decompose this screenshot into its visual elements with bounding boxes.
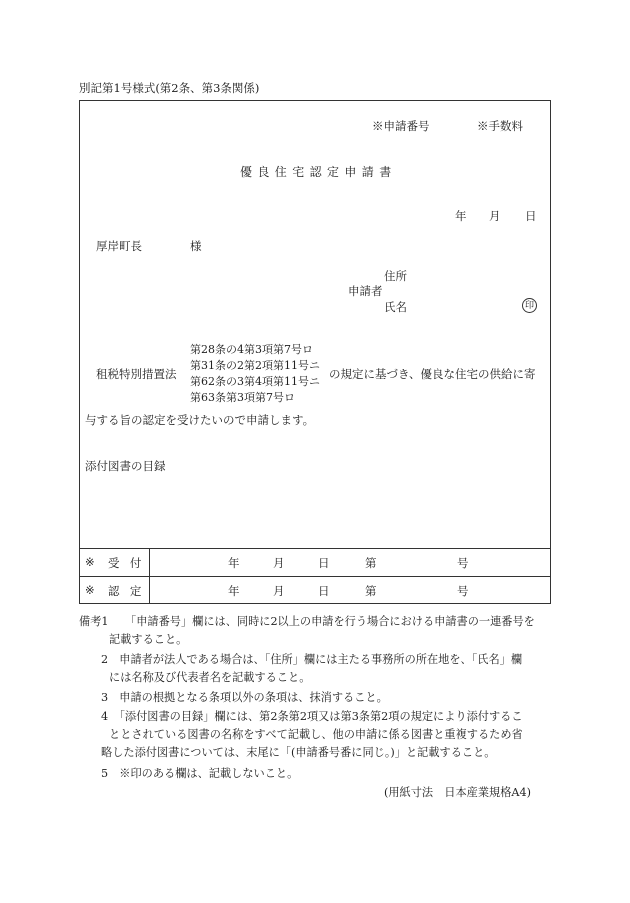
notes-heading: 備考1 [79, 615, 109, 628]
form-title: 優良住宅認定申請書 [240, 165, 397, 179]
addressee-name: 厚岸町長 [96, 239, 142, 253]
approval-day: 日 [318, 584, 330, 598]
note-line: 2 申請者が法人である場合は、「住所」欄には主たる事務所の所在地を、「氏名」欄 [101, 653, 523, 666]
seal-icon: 印 [522, 298, 537, 313]
note-line: ととされている図書の名称をすべて記載し、他の申請に係る図書と重複するため省 [109, 728, 523, 741]
note-line: 4 「添付図書の目録」欄には、第2条第2項又は第3条第2項の規定により添付するこ [101, 710, 523, 723]
receipt-month: 月 [273, 556, 285, 570]
receipt-label: 受付 [108, 556, 152, 570]
date-month: 月 [489, 209, 501, 223]
receipt-number: 号 [457, 556, 469, 570]
law-article: 第28条の4第3項第7号ロ [190, 343, 313, 356]
form-label: 別記第1号様式(第2条、第3条関係) [79, 81, 260, 95]
paper-size-note: (用紙寸法 日本産業規格A4) [384, 786, 531, 799]
note-line: 5 ※印のある欄は、記載しないこと。 [101, 767, 299, 780]
approval-year: 年 [228, 584, 240, 598]
law-article: 第62条の3第4項第11号ニ [190, 375, 320, 388]
approval-mark: ※ [85, 583, 95, 597]
note-line: 記載すること。 [109, 633, 188, 646]
law-continuation: 与する旨の認定を受けたいので申請します。 [85, 413, 315, 427]
law-name: 租税特別措置法 [96, 367, 177, 381]
approval-label: 認定 [108, 584, 152, 598]
law-article: 第31条の2第2項第11号ニ [190, 359, 320, 372]
note-line: 「申請番号」欄には、同時に2以上の申請を行う場合における申請書の一連番号を [125, 615, 535, 628]
addressee-honorific: 様 [190, 239, 202, 253]
note-line: 3 申請の根拠となる条項以外の条項は、抹消すること。 [101, 691, 388, 704]
receipt-mark: ※ [85, 555, 95, 569]
law-article: 第63条第3項第7号ロ [190, 391, 295, 404]
approval-month: 月 [273, 584, 285, 598]
date-year: 年 [455, 209, 467, 223]
name-label: 氏名 [384, 300, 407, 314]
receipt-ordinal: 第 [365, 556, 377, 570]
application-number-field: ※申請番号 [372, 119, 430, 133]
date-day: 日 [525, 209, 537, 223]
law-basis-text: の規定に基づき、優良な住宅の供給に寄 [329, 367, 536, 381]
receipt-day: 日 [318, 556, 330, 570]
note-line: には名称及び代表者名を記載すること。 [109, 671, 311, 684]
note-line: 略した添付図書については、末尾に「(申請番号番に同じ。)」と記載すること。 [101, 746, 496, 759]
law-articles [190, 342, 320, 406]
address-label: 住所 [384, 269, 407, 283]
approval-number: 号 [457, 584, 469, 598]
approval-ordinal: 第 [365, 584, 377, 598]
receipt-year: 年 [228, 556, 240, 570]
attachments-label: 添付図書の目録 [85, 459, 166, 473]
applicant-label: 申請者 [348, 284, 383, 298]
fee-field: ※手数料 [477, 119, 523, 133]
